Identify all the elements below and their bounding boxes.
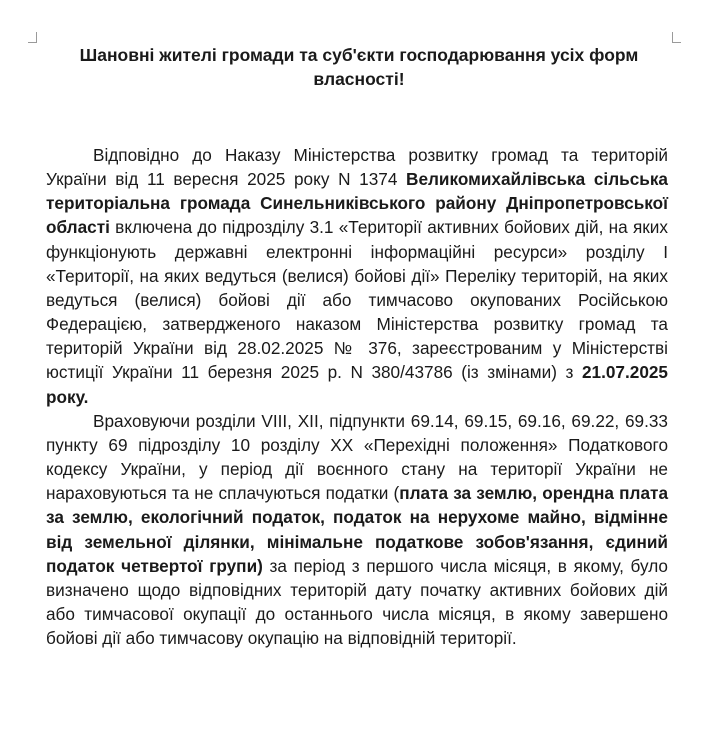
effective-date: 21.07.2025 року. bbox=[46, 362, 668, 407]
top-right-corner-mark bbox=[672, 32, 681, 43]
paragraph-text: Відповідно до Наказу Міністерства розвитку громад та територій України від 11 вересня 2025 року N 1374 bbox=[46, 145, 668, 190]
paragraph-text: за період з першого числа місяця, в якому, було визначено щодо відповідних територій дату початку активних бойових дій або тимчасової окупації до останнього числа місяця, в якому завершено бойові дії або тимчасову окупацію на відповідній території. bbox=[46, 555, 668, 649]
paragraph-text: включена до підрозділу 3.1 «Території активних бойових дій, на яких функціонують державні електронні інформаційні ресурси» розділу I «Території, на яких ведуться (велися) бойові дії» Переліку територій, на яких ведуться (велися) бойові дії або тимчасово окупованих Російською Федерацією, затвердженого наказом Міністерства розвитку громад та територій України від 28.02.2025 № 376, зареєстрованим у Міністерстві юстиції України 11 березня 2025 р. N 380/43786 (із змінами) з bbox=[46, 217, 668, 383]
community-name: Великомихайлівська сільська територіальна громада Синельниківського району Дніпропетровської області bbox=[46, 169, 668, 238]
tax-list: плата за землю, орендна плата за землю, екологічний податок, податок на нерухоме майно, відмінне від земельної ділянки, мінімальне податкове зобов'язання, єдиний податок четвертої групи) bbox=[46, 483, 668, 576]
paragraph-order-reference bbox=[46, 143, 668, 409]
paragraph-text: Враховуючи розділи VIII, XII, підпункти 69.14, 69.15, 69.16, 69.22, 69.33 пункту 69 підрозділу 10 розділу XX «Перехідні положення» Податкового кодексу України, у період дії воєнного стану на території України не нараховуються та не сплачуються податки ( bbox=[46, 410, 668, 504]
paragraph-tax-exemption bbox=[46, 409, 668, 651]
notice-title: Шановні жителі громади та суб'єкти господарювання усіх форм власності! bbox=[79, 45, 639, 89]
top-left-corner-mark bbox=[28, 32, 37, 43]
notice-body bbox=[46, 143, 668, 650]
